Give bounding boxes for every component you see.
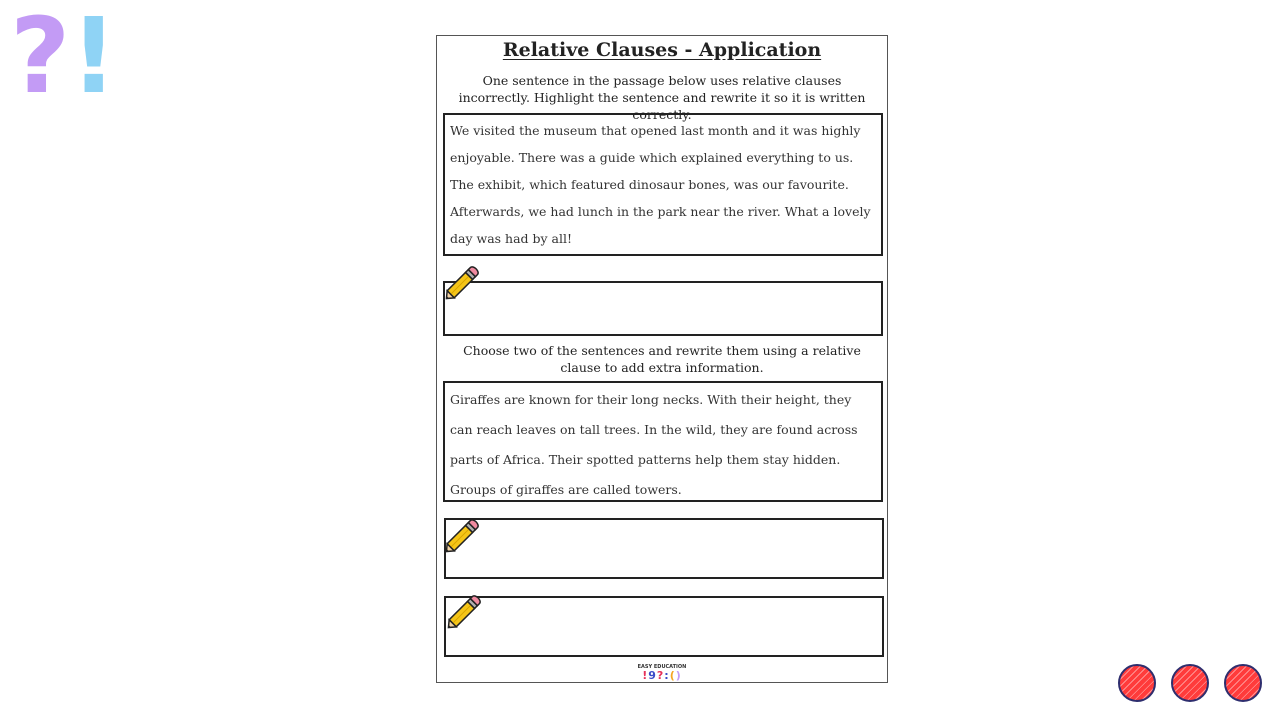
- circle-button-2[interactable]: [1171, 664, 1209, 702]
- passage-2: Giraffes are known for their long necks. With their height, they can reach leaves on tall trees. In the wild, they are found across parts of Africa. Their spotted patterns help them stay hidden. Groups of giraffes are called towers.: [443, 381, 883, 502]
- circle-button-1[interactable]: [1118, 664, 1156, 702]
- answer-box-2[interactable]: [444, 518, 884, 579]
- passage-1: We visited the museum that opened last month and it was highly enjoyable. There was a guide which explained everything to us. The exhibit, which featured dinosaur bones, was our favourite. Afterwards, we had lunch in the park near the river. What a lovely day was had by all!: [443, 113, 883, 256]
- nav-buttons: [1118, 664, 1262, 702]
- question-mark-logo: ?: [10, 0, 71, 117]
- instruction-2: Choose two of the sentences and rewrite them using a relative clause to add extra information.: [463, 343, 861, 375]
- footer-brand: EASY EDUCATION: [637, 664, 687, 670]
- footer-logo: [437, 664, 887, 682]
- worksheet: [436, 35, 888, 683]
- instruction-1: One sentence in the passage below uses relative clauses incorrectly. Highlight the sentence and rewrite it so it is written correctly.: [458, 73, 866, 122]
- worksheet-title: Relative Clauses - Application: [502, 39, 822, 61]
- footer-glyphs: !9?:(): [642, 669, 682, 682]
- exclamation-mark-logo: !: [70, 0, 118, 117]
- answer-box-3[interactable]: [444, 596, 884, 657]
- circle-button-3[interactable]: [1224, 664, 1262, 702]
- answer-box-1[interactable]: [443, 281, 883, 336]
- pencil-icon: [442, 590, 486, 634]
- pencil-icon: [440, 514, 484, 558]
- pencil-icon: [440, 261, 484, 305]
